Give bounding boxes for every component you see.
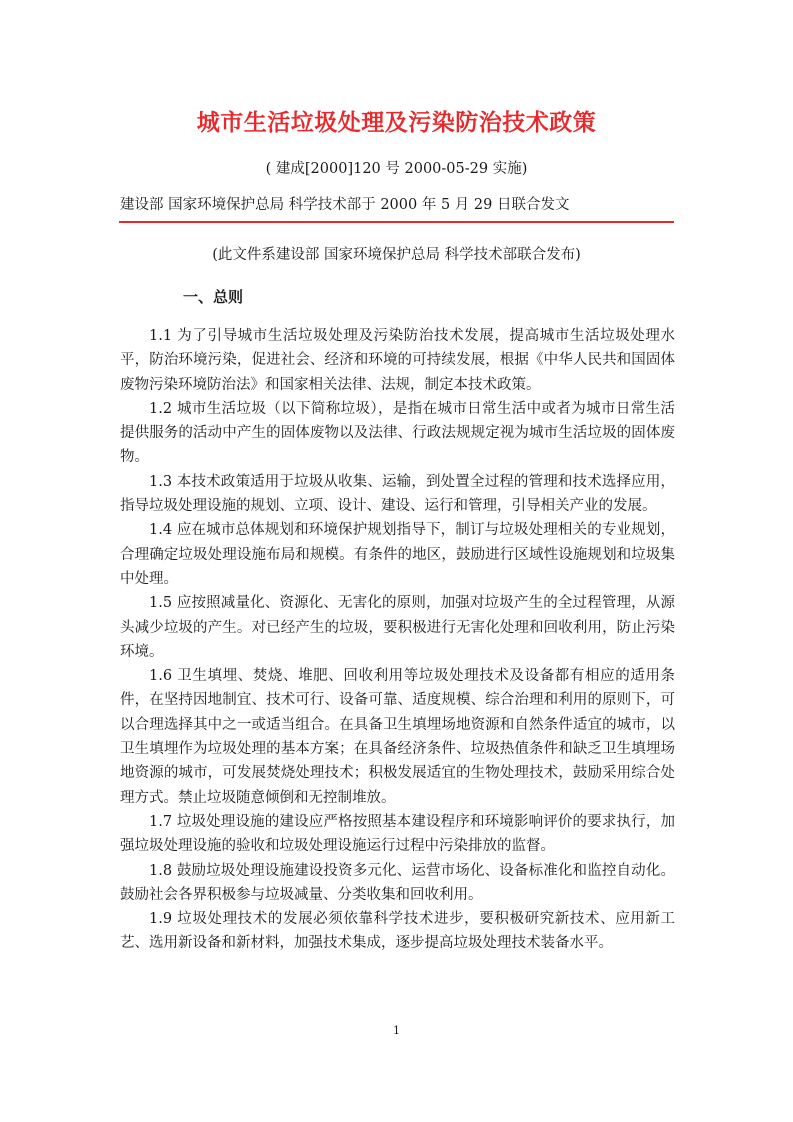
red-divider: [119, 221, 674, 223]
body-text: [120, 324, 675, 956]
paragraph: 1.8 鼓励垃圾处理设施建设投资多元化、运营市场化、设备标准化和监控自动化。鼓励社会各界积极参与垃圾减量、分类收集和回收利用。: [120, 862, 675, 903]
paragraph: 1.6 卫生填埋、焚烧、堆肥、回收利用等垃圾处理技术及设备都有相应的适用条件，在坚持因地制宜、技术可行、设备可靠、适度规模、综合治理和利用的原则下，可以合理选择其中之一或适当组合。在具备卫生填埋场地资源和自然条件适宜的城市，以卫生填埋作为垃圾处理的基本方案；在具备经济条件、垃圾热值条件和缺乏卫生填埋场地资源的城市，可发展焚烧处理技术；积极发展适宜的生物处理技术，鼓励采用综合处理方式。禁止垃圾随意倾倒和无控制堆放。: [120, 668, 675, 806]
paragraph: 1.7 垃圾处理设施的建设应严格按照基本建设程序和环境影响评价的要求执行，加强垃圾处理设施的验收和垃圾处理设施运行过程中污染排放的监督。: [120, 813, 675, 855]
paragraph: 1.1 为了引导城市生活垃圾处理及污染防治技术发展，提高城市生活垃圾处理水平，防治环境污染，促进社会、经济和环境的可持续发展，根据《中华人民共和国固体废物污染环境防治法》和国家相关法律、法规，制定本技术政策。: [120, 328, 675, 393]
paragraph: 1.5 应按照减量化、资源化、无害化的原则，加强对垃圾产生的全过程管理，从源头减少垃圾的产生。对已经产生的垃圾，要积极进行无害化处理和回收利用，防止污染环境。: [120, 595, 675, 660]
section-heading: 一、总则: [183, 288, 244, 306]
publication-note: (此文件系建设部 国家环境保护总局 科学技术部联合发布): [212, 247, 581, 263]
paragraph: 1.4 应在城市总体规划和环境保护规划指导下，制订与垃圾处理相关的专业规划，合理确定垃圾处理设施布局和规模。有条件的地区，鼓励进行区域性设施规划和垃圾集中处理。: [120, 522, 675, 587]
issuer-line: 建设部 国家环境保护总局 科学技术部于 2000 年 5 月 29 日联合发文: [120, 197, 570, 213]
paragraph: 1.9 垃圾处理技术的发展必须依靠科学技术进步，要积极研究新技术、应用新工艺、选用新设备和新材料，加强技术集成，逐步提高垃圾处理技术装备水平。: [120, 911, 675, 952]
paragraph: 1.2 城市生活垃圾（以下简称垃圾），是指在城市日常生活中或者为城市日常生活提供服务的活动中产生的固体废物以及法律、行政法规规定视为城市生活垃圾的固体废物。: [120, 400, 675, 466]
page-number: 1: [393, 1024, 400, 1037]
paragraph: 1.3 本技术政策适用于垃圾从收集、运输，到处置全过程的管理和技术选择应用，指导垃圾处理设施的规划、立项、设计、建设、运行和管理，引导相关产业的发展。: [120, 473, 675, 515]
document-subtitle: ( 建成[2000]120 号 2000-05-29 实施): [265, 161, 528, 177]
document-title: 城市生活垃圾处理及污染防治技术政策: [196, 110, 597, 136]
